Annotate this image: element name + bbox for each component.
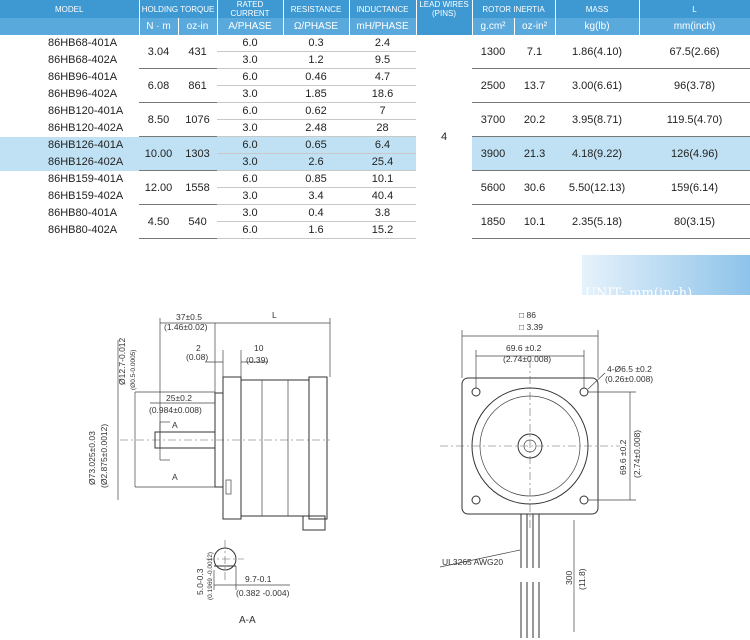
dim-wire-length-inch: (11.8)	[577, 568, 587, 590]
torque-oz-cell: 1303	[178, 137, 217, 171]
inertia-oz-cell: 21.3	[514, 137, 555, 171]
cable-exit	[303, 516, 325, 530]
dim-holes: 4-Ø6.5 ±0.2	[607, 364, 652, 374]
model-cell: 86HB120-401A	[48, 105, 124, 117]
length-cell: 96(3.78)	[639, 69, 750, 103]
dim-key: 5.0-0.3	[195, 568, 205, 595]
inductance-cell: 40.4	[349, 188, 416, 205]
section-label: A-A	[239, 615, 256, 626]
current-cell: 6.0	[217, 35, 283, 52]
dim-hole-spacing-h: 69.6 ±0.2	[506, 343, 542, 353]
inductance-cell: 15.2	[349, 222, 416, 239]
col-length: L	[639, 0, 750, 18]
inertia-oz-cell: 13.7	[514, 69, 555, 103]
torque-nm-cell: 3.04	[139, 35, 178, 69]
model-cell: 86HB96-402A	[48, 88, 118, 100]
resistance-cell: 2.6	[283, 154, 349, 171]
resistance-cell: 0.46	[283, 69, 349, 86]
inertia-oz-cell: 10.1	[514, 205, 555, 239]
resistance-cell: 1.6	[283, 222, 349, 239]
mass-cell: 4.18(9.22)	[555, 137, 639, 171]
inertia-g-cell: 3700	[472, 103, 514, 137]
mount-hole	[472, 496, 480, 504]
dim-37: 37±0.5	[176, 312, 202, 322]
rear-cap	[309, 377, 327, 519]
torque-nm-cell: 10.00	[139, 137, 178, 171]
front-flange	[223, 377, 241, 519]
dim-key-inch: (0.1969 -0.0012)	[207, 551, 214, 600]
col-lead-wires: LEAD WIRES (PINS)	[416, 0, 472, 35]
mass-cell: 1.86(4.10)	[555, 35, 639, 69]
unit-mh: mH/PHASE	[349, 18, 416, 35]
resistance-cell: 0.85	[283, 171, 349, 188]
length-cell: 67.5(2.66)	[639, 35, 750, 69]
resistance-cell: 0.65	[283, 137, 349, 154]
inertia-g-cell: 2500	[472, 69, 514, 103]
inertia-g-cell: 5600	[472, 171, 514, 205]
unit-ohm: Ω/PHASE	[283, 18, 349, 35]
inductance-cell: 18.6	[349, 86, 416, 103]
col-resistance: RESISTANCE	[283, 0, 349, 18]
resistance-cell: 0.62	[283, 103, 349, 120]
model-cell: 86HB68-402A	[48, 54, 118, 66]
mass-cell: 3.00(6.61)	[555, 69, 639, 103]
inductance-cell: 9.5	[349, 52, 416, 69]
wire-spec: UL3265 AWG20	[442, 557, 504, 567]
current-cell: 6.0	[217, 171, 283, 188]
resistance-cell: 1.2	[283, 52, 349, 69]
current-cell: 6.0	[217, 137, 283, 154]
unit-gcm2: g.cm²	[472, 18, 514, 35]
col-current: RATED CURRENT	[217, 0, 283, 18]
inductance-cell: 10.1	[349, 171, 416, 188]
mass-cell: 2.35(5.18)	[555, 205, 639, 239]
resistance-cell: 2.48	[283, 120, 349, 137]
model-cell: 86HB80-401A	[48, 207, 118, 219]
dim-wire-length: 300	[564, 570, 574, 585]
dim-pilot-dia: Ø73.025±0.03	[87, 431, 97, 485]
dim-frame: □ 86	[519, 310, 536, 320]
motor-body	[241, 380, 309, 516]
dim-shaft-dia-inch: (Ø0.5-0.0005)	[130, 349, 137, 390]
col-model: MODEL	[0, 0, 139, 18]
inductance-cell: 7	[349, 103, 416, 120]
model-cell: 86HB126-401A	[0, 137, 139, 154]
current-cell: 3.0	[217, 188, 283, 205]
dim-2: 2	[196, 343, 201, 353]
front-view	[440, 310, 653, 638]
resistance-cell: 1.85	[283, 86, 349, 103]
inertia-oz-cell: 20.2	[514, 103, 555, 137]
model-cell: 86HB120-402A	[48, 122, 124, 134]
dim-37-inch: (1.46±0.02)	[164, 322, 208, 332]
model-cell: 86HB80-402A	[48, 224, 118, 236]
current-cell: 6.0	[217, 103, 283, 120]
torque-nm-cell: 6.08	[139, 69, 178, 103]
inductance-cell: 4.7	[349, 69, 416, 86]
inductance-cell: 25.4	[349, 154, 416, 171]
col-inertia: ROTOR INERTIA	[472, 0, 555, 18]
current-cell: 3.0	[217, 52, 283, 69]
inertia-g-cell: 1850	[472, 205, 514, 239]
model-cell: 86HB159-401A	[48, 173, 124, 185]
dim-hole-spacing-h-inch: (2.74±0.008)	[503, 354, 552, 364]
mass-cell: 5.50(12.13)	[555, 171, 639, 205]
torque-oz-cell: 431	[178, 35, 217, 69]
unit-kg: kg(lb)	[555, 18, 639, 35]
current-cell: 3.0	[217, 154, 283, 171]
dim-frame-inch: □ 3.39	[519, 322, 544, 332]
dim-pilot-dia-inch: (Ø2.875±0.0012)	[99, 423, 109, 488]
length-cell: 119.5(4.70)	[639, 103, 750, 137]
dim-10: 10	[254, 343, 264, 353]
current-cell: 6.0	[217, 69, 283, 86]
inertia-g-cell: 1300	[472, 35, 514, 69]
col-mass: MASS	[555, 0, 639, 18]
dim-hole-spacing-v: 69.6 ±0.2	[618, 439, 628, 475]
dim-hole-spacing-v-inch: (2.74±0.008)	[632, 429, 642, 478]
inertia-g-cell: 3900	[472, 137, 514, 171]
torque-nm-cell: 4.50	[139, 205, 178, 239]
side-view	[87, 310, 330, 530]
model-cell: 86HB96-401A	[48, 71, 118, 83]
unit-aphase: A/PHASE	[217, 18, 283, 35]
dim-2-inch: (0.08)	[186, 352, 209, 362]
torque-oz-cell: 1558	[178, 171, 217, 205]
dim-flat: 9.7-0.1	[245, 574, 272, 584]
dim-flat-inch: (0.382 -0.004)	[236, 588, 290, 598]
current-cell: 6.0	[217, 222, 283, 239]
torque-nm-cell: 12.00	[139, 171, 178, 205]
unit-note: UNIT: mm(inch)	[585, 286, 693, 301]
mass-cell: 3.95(8.71)	[555, 103, 639, 137]
length-cell: 126(4.96)	[639, 137, 750, 171]
torque-oz-cell: 861	[178, 69, 217, 103]
unit-ozin2: oz-in²	[514, 18, 555, 35]
length-cell: 159(6.14)	[639, 171, 750, 205]
torque-oz-cell: 540	[178, 205, 217, 239]
inductance-cell: 28	[349, 120, 416, 137]
current-cell: 3.0	[217, 205, 283, 222]
lead-wires-cell: 4	[416, 35, 472, 239]
dim-shaft-dia: Ø12.7-0.012	[117, 337, 127, 385]
dim-25: 25±0.2	[166, 393, 192, 403]
inertia-oz-cell: 30.6	[514, 171, 555, 205]
resistance-cell: 3.4	[283, 188, 349, 205]
unit-nm: N · m	[139, 18, 178, 35]
model-cell: 86HB159-402A	[48, 190, 124, 202]
torque-nm-cell: 8.50	[139, 103, 178, 137]
dim-25-inch: (0.984±0.008)	[149, 405, 202, 415]
model-cell: 86HB68-401A	[48, 37, 118, 50]
current-cell: 3.0	[217, 120, 283, 137]
inductance-cell: 6.4	[349, 137, 416, 154]
mount-hole	[472, 388, 480, 396]
mount-hole	[580, 388, 588, 396]
col-torque: HOLDING TORQUE	[139, 0, 217, 18]
dim-10-inch: (0.39)	[246, 355, 269, 365]
torque-oz-cell: 1076	[178, 103, 217, 137]
inertia-oz-cell: 7.1	[514, 35, 555, 69]
inductance-cell: 2.4	[349, 35, 416, 52]
unit-mm: mm(inch)	[639, 18, 750, 35]
mount-hole	[580, 496, 588, 504]
resistance-cell: 0.4	[283, 205, 349, 222]
dim-length: L	[272, 310, 277, 320]
section-aa	[195, 540, 290, 626]
length-cell: 80(3.15)	[639, 205, 750, 239]
dim-holes-inch: (0.26±0.008)	[605, 374, 654, 384]
current-cell: 3.0	[217, 86, 283, 103]
unit-ozin: oz-in	[178, 18, 217, 35]
model-cell: 86HB126-402A	[0, 154, 139, 171]
col-inductance: INDUCTANCE	[349, 0, 416, 18]
section-a-top: A	[172, 420, 178, 430]
resistance-cell: 0.3	[283, 35, 349, 52]
inductance-cell: 3.8	[349, 205, 416, 222]
section-a-bottom: A	[172, 472, 178, 482]
